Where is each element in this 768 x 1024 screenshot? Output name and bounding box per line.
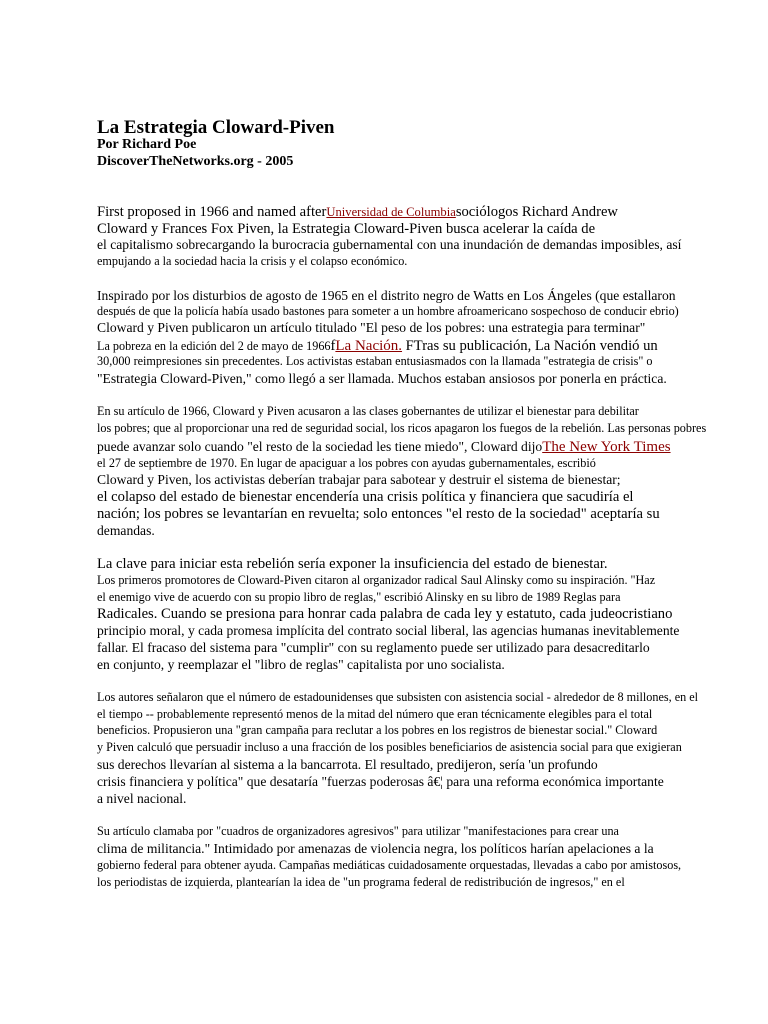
paragraph-3-line-7: nación; los pobres se levantarían en revuelta; solo entonces "el resto de la sociedad" aceptaría su [97,506,660,522]
paragraph-5-line-4: y Piven calculó que persuadir incluso a una fracción de los posibles beneficiarios de asistencia social para que exigieran [97,740,682,754]
columbia-university-link[interactable]: Universidad de Columbia [326,205,456,219]
paragraph-3-line-2: los pobres; que al proporcionar una red de seguridad social, los ricos apagaron los fuegos de la rebelión. Las personas pobres [97,421,707,435]
paragraph-3-line-3 [97,439,671,455]
paragraph-2-line-5: 30,000 reimpresiones sin precedentes. Los activistas estaban entusiasmados con la llamada "estrategia de crisis" o [97,354,653,368]
source-line: DiscoverTheNetworks.org - 2005 [97,154,294,169]
paragraph-4-line-4: Radicales. Cuando se presiona para honrar cada palabra de cada ley y estatuto, cada judeocristiano [97,606,673,622]
paragraph-1-line-2: Cloward y Frances Fox Piven, la Estrategia Cloward-Piven busca acelerar la caída de [97,221,596,237]
paragraph-5-line-2: el tiempo -- probablemente representó menos de la mitad del número que eran técnicamente elegibles para el total [97,707,653,721]
new-york-times-link[interactable]: The New York Times [542,439,671,455]
paragraph-3-line-5: Cloward y Piven, los activistas deberían trabajar para sabotear y destruir el sistema de bienestar; [97,472,621,487]
paragraph-1-line-3: el capitalismo sobrecargando la burocracia gubernamental con una inundación de demandas imposibles, así [97,237,682,252]
paragraph-3-line-6: el colapso del estado de bienestar encendería una crisis política y financiera que sacudiría el [97,489,634,505]
paragraph-4-line-5: principio moral, y cada promesa implícita del contrato social liberal, las agencias humanas inevitablemente [97,623,680,638]
paragraph-4-line-6: fallar. El fracaso del sistema para "cumplir" con su reglamento puede ser utilizado para desacreditarlo [97,640,650,655]
la-nacion-link[interactable]: La Nación. [335,338,403,354]
text-span: puede avanzar solo cuando "el resto de la sociedad les tiene miedo", Cloward dijo [97,439,543,454]
paragraph-5-line-3: beneficios. Propusieron una "gran campaña para reclutar a los pobres en los registros de bienestar social." Cloward [97,723,658,737]
paragraph-2-line-4 [97,338,658,354]
paragraph-3-line-8: demandas. [97,523,155,538]
paragraph-4-line-1: La clave para iniciar esta rebelión sería exponer la insuficiencia del estado de bienestar. [97,556,608,572]
paragraph-6-line-3: gobierno federal para obtener ayuda. Campañas mediáticas cuidadosamente orquestadas, llevadas a cabo por amistosos, [97,858,682,872]
text-span: FTras su publicación, La Nación vendió un [402,338,658,354]
paragraph-5-line-7: a nivel nacional. [97,791,187,806]
paragraph-2-line-3: Cloward y Piven publicaron un artículo titulado "El peso de los pobres: una estrategia para terminar" [97,320,646,335]
document-title: La Estrategia Cloward-Piven [97,117,335,138]
author-line: Por Richard Poe [97,137,197,152]
paragraph-5-line-5: sus derechos llevarían al sistema a la bancarrota. El resultado, predijeron, sería 'un profundo [97,757,598,772]
paragraph-6-line-2: clima de militancia." Intimidado por amenazas de violencia negra, los políticos harían apelaciones a la [97,841,654,856]
paragraph-6-line-1: Su artículo clamaba por "cuadros de organizadores agresivos" para utilizar "manifestaciones para crear una [97,824,619,838]
paragraph-4-line-3: el enemigo vive de acuerdo con su propio libro de reglas," escribió Alinsky en su libro de 1989 Reglas para [97,590,621,604]
paragraph-1-line-4: empujando a la sociedad hacia la crisis y el colapso económico. [97,254,408,268]
paragraph-2-line-6: "Estrategia Cloward-Piven," como llegó a ser llamada. Muchos estaban ansiosos por ponerla en práctica. [97,371,667,386]
paragraph-2-line-2: después de que la policía había usado bastones para someter a un hombre afroamericano sospechoso de conducir ebrio) [97,304,679,318]
text-span: f [330,338,336,354]
text-span: La pobreza en la edición del 2 de mayo de 1966 [97,339,331,353]
paragraph-5-line-1: Los autores señalaron que el número de estadounidenses que subsisten con asistencia social - alrededor de 8 millones, en el [97,690,699,704]
paragraph-5-line-6: crisis financiera y política" que desataría "fuerzas poderosas â€¦ para una reforma económica importante [97,774,664,789]
text-span: First proposed in 1966 and named after [97,204,327,220]
paragraph-3-line-1: En su artículo de 1966, Cloward y Piven acusaron a las clases gobernantes de utilizar el bienestar para debilitar [97,404,639,418]
paragraph-4-line-7: en conjunto, y reemplazar el "libro de reglas" capitalista por uno socialista. [97,657,505,672]
paragraph-2-line-1: Inspirado por los disturbios de agosto de 1965 en el distrito negro de Watts en Los Ángeles (que estallaron [97,288,676,303]
paragraph-4-line-2: Los primeros promotores de Cloward-Piven citaron al organizador radical Saul Alinsky como su inspiración. "Haz [97,573,656,587]
paragraph-3-line-4: el 27 de septiembre de 1970. En lugar de apaciguar a los pobres con ayudas gubernamentales, escribió [97,456,596,470]
paragraph-6-line-4: los periodistas de izquierda, plantearían la idea de "un programa federal de redistribución de ingresos," en el [97,875,625,889]
paragraph-1-line-1 [97,205,618,220]
text-span: sociólogos Richard Andrew [455,204,618,220]
